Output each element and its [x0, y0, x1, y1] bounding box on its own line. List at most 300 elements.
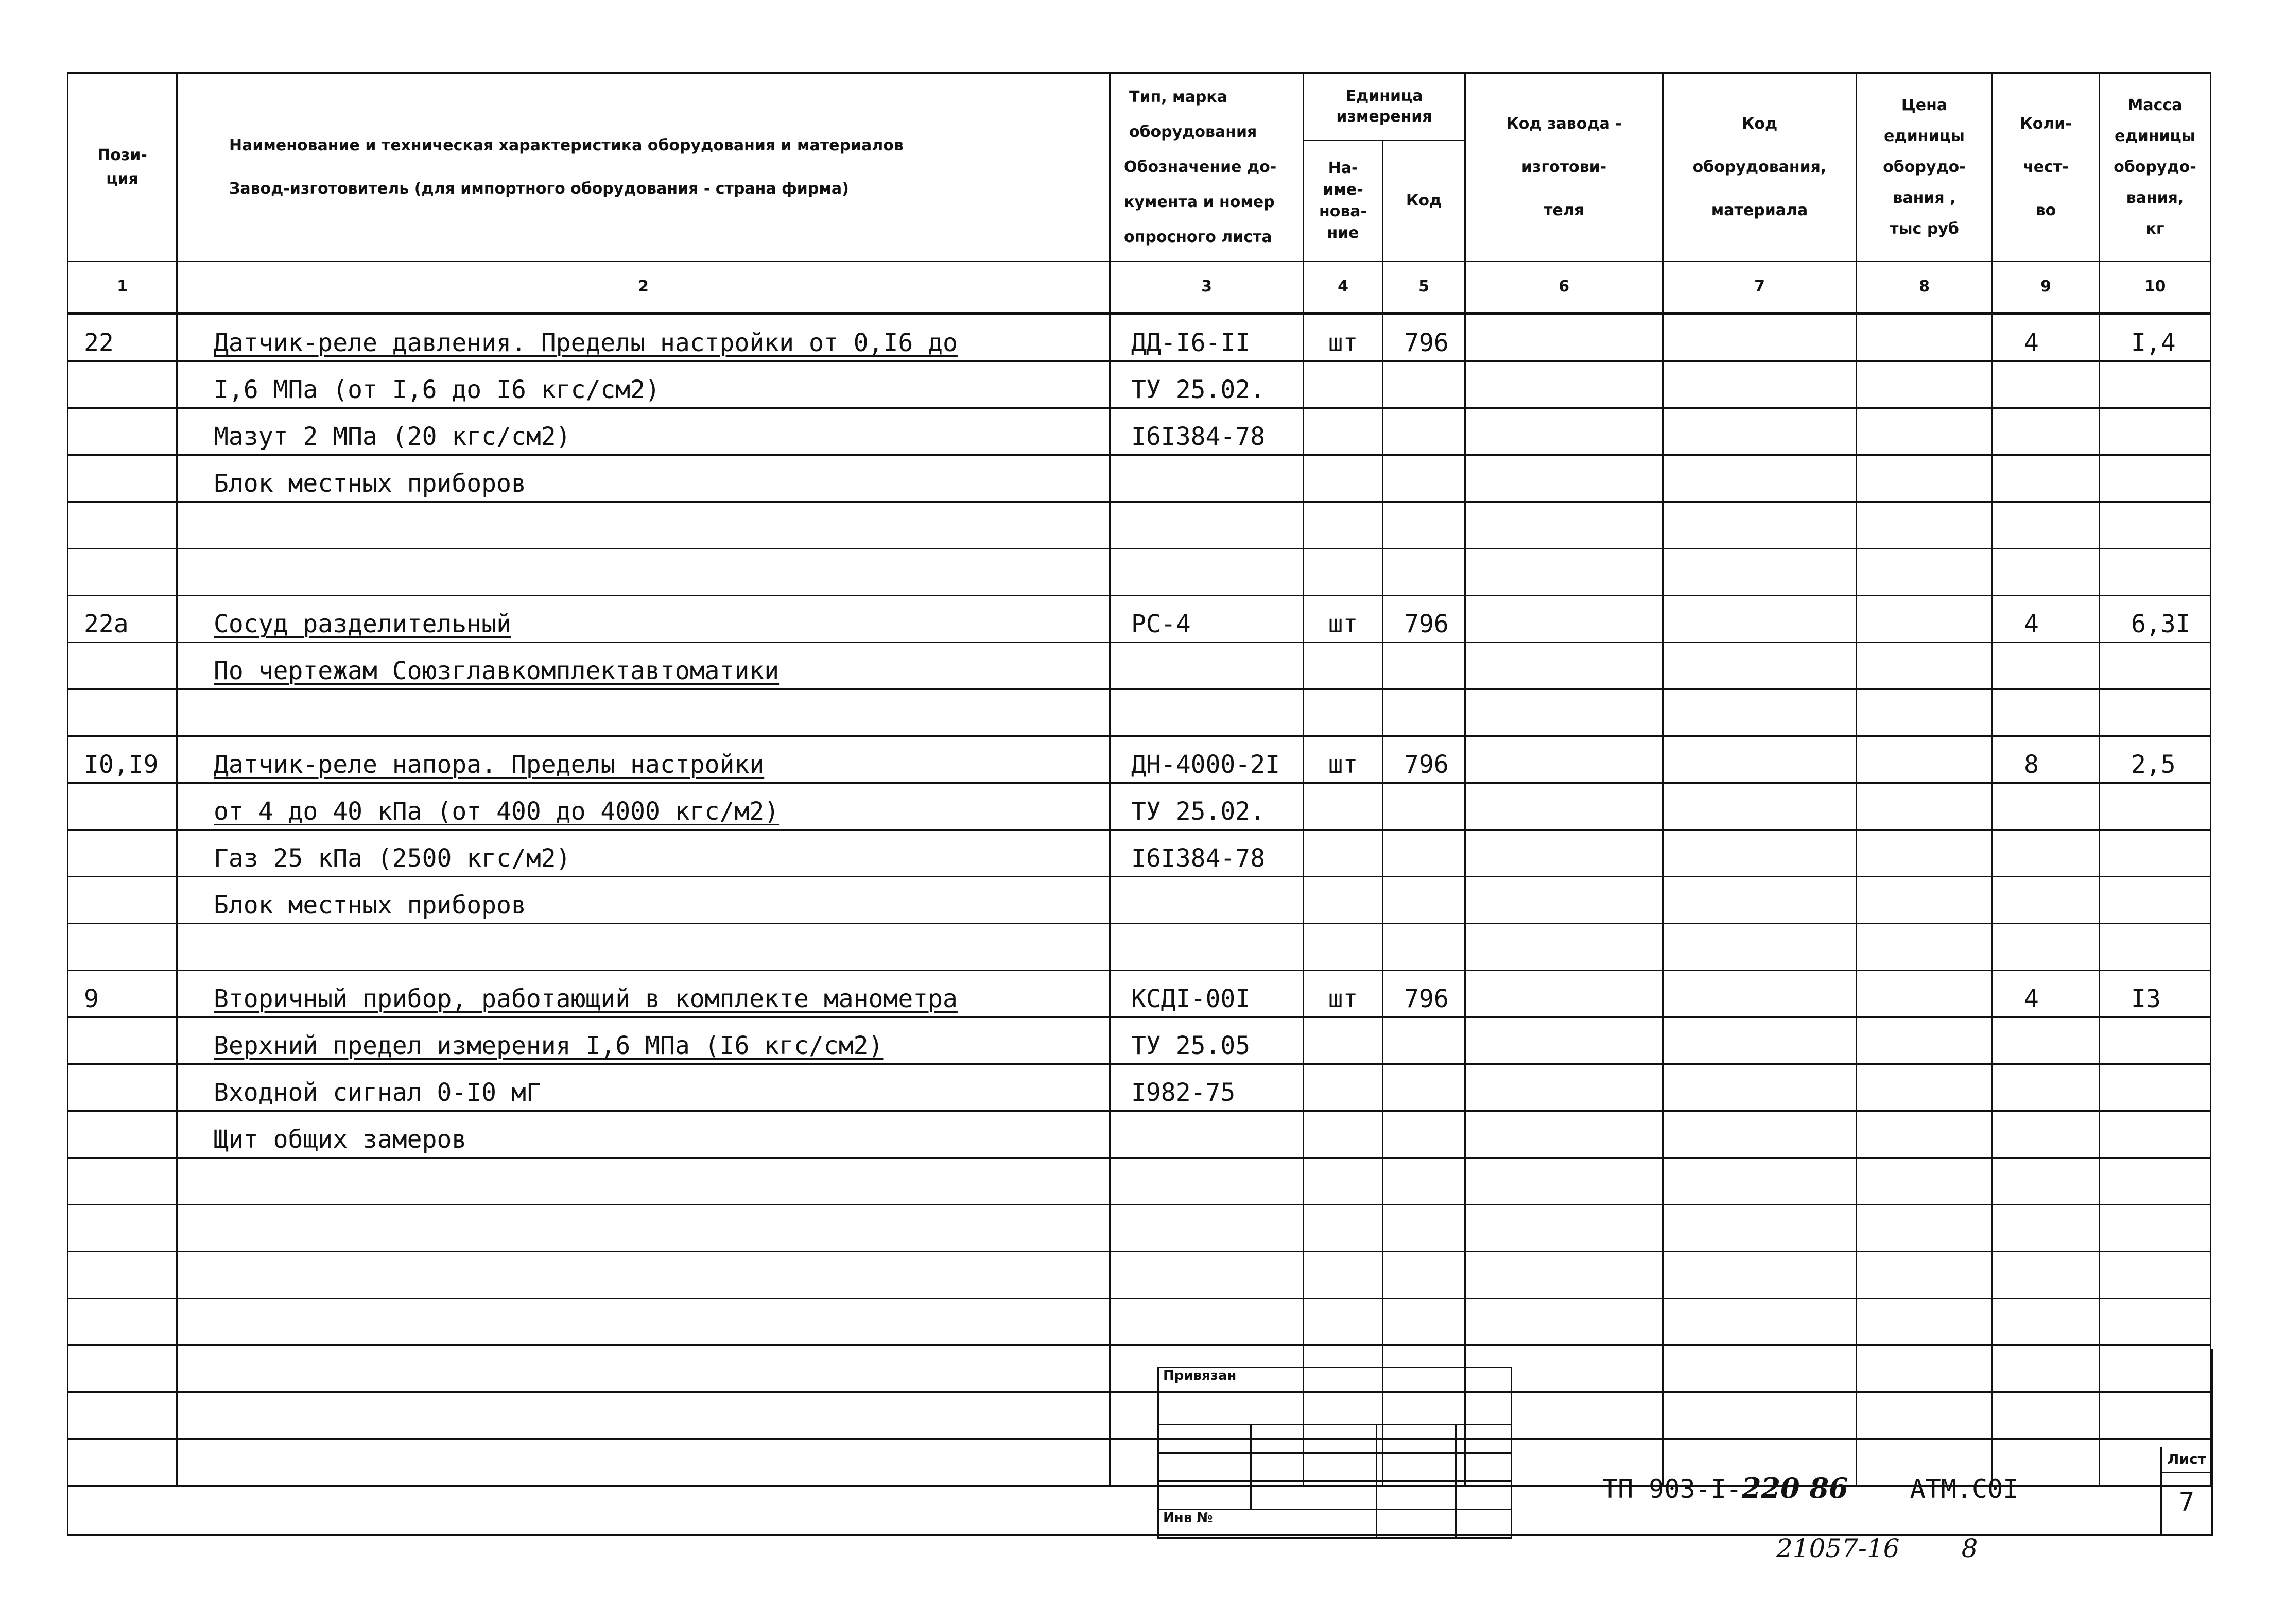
handwritten-page-number: 8 [1961, 1533, 1978, 1563]
row-position [68, 408, 177, 455]
row-type: ДН-4000-2I [1110, 736, 1304, 783]
row-unit-code: 796 [1383, 314, 1465, 361]
row-name: Блок местных приборов [177, 877, 1110, 924]
row-name [177, 1299, 1110, 1345]
sheet-number: 7 [2178, 1487, 2195, 1517]
row-equipment-code [1663, 1017, 1857, 1064]
row-name [177, 596, 1110, 643]
row-mass: 2,5 [2100, 736, 2211, 783]
stamp-cell [1158, 1481, 1251, 1510]
row-price [1857, 643, 1993, 689]
row-quantity [1993, 924, 2100, 971]
header-mass [2100, 73, 2211, 262]
row-unit [1304, 1252, 1383, 1299]
row-equipment-code [1663, 596, 1857, 643]
row-price [1857, 736, 1993, 783]
row-factory-code [1465, 1252, 1663, 1299]
row-name [177, 971, 1110, 1017]
row-name [177, 689, 1110, 736]
row-factory-code [1465, 1205, 1663, 1252]
row-type [1110, 549, 1304, 596]
row-unit: шт [1304, 596, 1383, 643]
row-factory-code [1465, 830, 1663, 877]
row-equipment-code [1663, 643, 1857, 689]
table-row [68, 643, 2211, 689]
row-factory-code [1465, 643, 1663, 689]
row-factory-code [1465, 502, 1663, 549]
row-price [1857, 1017, 1993, 1064]
row-mass [2100, 455, 2211, 502]
stamp-cell [1251, 1481, 1377, 1510]
row-price [1857, 455, 1993, 502]
column-number: 1 [68, 262, 177, 314]
header-equipment-code-line2: оборудования, [1692, 158, 1827, 176]
row-position [68, 689, 177, 736]
column-number: 10 [2100, 262, 2211, 314]
row-position [68, 549, 177, 596]
row-mass [2100, 924, 2211, 971]
row-name: Щит общих замеров [177, 1111, 1110, 1158]
row-unit-code [1383, 1111, 1465, 1158]
column-number: 8 [1857, 262, 1993, 314]
table-row [68, 408, 2211, 455]
row-type: I6I384-78 [1110, 830, 1304, 877]
stamp-cell [1377, 1453, 1456, 1481]
row-factory-code [1465, 783, 1663, 830]
row-mass [2100, 643, 2211, 689]
row-position [68, 1158, 177, 1205]
row-unit-code [1383, 549, 1465, 596]
row-position: I0,I9 [68, 736, 177, 783]
row-mass [2100, 408, 2211, 455]
row-unit-code [1383, 455, 1465, 502]
row-price [1857, 783, 1993, 830]
row-equipment-code [1663, 455, 1857, 502]
row-unit [1304, 502, 1383, 549]
header-price-line4: вания , [1893, 188, 1956, 207]
row-unit [1304, 1111, 1383, 1158]
row-price [1857, 877, 1993, 924]
row-position: 9 [68, 971, 177, 1017]
row-position [68, 1205, 177, 1252]
row-name-text: Сосуд разделительный [214, 610, 511, 638]
row-quantity [1993, 1205, 2100, 1252]
row-factory-code [1465, 596, 1663, 643]
column-number: 3 [1110, 262, 1304, 314]
table-row [68, 502, 2211, 549]
row-unit [1304, 408, 1383, 455]
row-type [1110, 1111, 1304, 1158]
stamp-cell [1251, 1453, 1377, 1481]
row-name: Блок местных приборов [177, 455, 1110, 502]
row-position [68, 502, 177, 549]
row-factory-code [1465, 1111, 1663, 1158]
row-unit [1304, 1158, 1383, 1205]
row-position [68, 830, 177, 877]
table-row [68, 1205, 2211, 1252]
row-equipment-code [1663, 830, 1857, 877]
row-mass [2100, 1064, 2211, 1111]
row-price [1857, 1064, 1993, 1111]
row-mass [2100, 1252, 2211, 1299]
stamp-cell [1377, 1510, 1456, 1538]
header-type-line3: Обозначение до- [1124, 158, 1277, 176]
row-type: РС-4 [1110, 596, 1304, 643]
stamp-attached-label: Привязан [1158, 1368, 1512, 1425]
row-unit: шт [1304, 971, 1383, 1017]
row-unit-code [1383, 830, 1465, 877]
row-mass [2100, 1205, 2211, 1252]
row-unit [1304, 361, 1383, 408]
row-unit [1304, 1064, 1383, 1111]
header-factory-code-line3: теля [1544, 201, 1584, 219]
row-quantity: 4 [1993, 971, 2100, 1017]
row-type [1110, 1252, 1304, 1299]
row-mass [2100, 830, 2211, 877]
row-name-text: от 4 до 40 кПа (от 400 до 4000 кгс/м2) [214, 797, 780, 826]
row-name [177, 1017, 1110, 1064]
row-type: ДД-I6-II [1110, 314, 1304, 361]
row-price [1857, 314, 1993, 361]
row-quantity [1993, 502, 2100, 549]
document-code-prefix: ТП 903-I- [1602, 1474, 1742, 1504]
row-quantity [1993, 1017, 2100, 1064]
row-name [177, 1252, 1110, 1299]
row-equipment-code [1663, 736, 1857, 783]
header-quantity-line1: Коли- [2020, 114, 2072, 133]
table-row [68, 596, 2211, 643]
row-quantity [1993, 689, 2100, 736]
row-factory-code [1465, 1158, 1663, 1205]
row-price [1857, 502, 1993, 549]
table-row [68, 1299, 2211, 1345]
row-position [68, 877, 177, 924]
row-name [177, 783, 1110, 830]
row-unit-code: 796 [1383, 736, 1465, 783]
row-unit-code [1383, 643, 1465, 689]
row-price [1857, 689, 1993, 736]
row-price [1857, 361, 1993, 408]
header-factory-code-line2: изготови- [1521, 158, 1607, 176]
table-row [68, 455, 2211, 502]
row-quantity [1993, 1111, 2100, 1158]
table-row [68, 1064, 2211, 1111]
table-row [68, 1158, 2211, 1205]
stamp-cell [1158, 1425, 1251, 1453]
table-row [68, 361, 2211, 408]
row-quantity [1993, 643, 2100, 689]
row-unit-code [1383, 1064, 1465, 1111]
header-mass-line4: вания, [2126, 188, 2184, 207]
row-position [68, 1299, 177, 1345]
header-price-line5: тыс руб [1890, 219, 1959, 238]
row-mass [2100, 1299, 2211, 1345]
stamp-cell [1456, 1425, 1512, 1453]
row-position [68, 361, 177, 408]
row-quantity [1993, 1252, 2100, 1299]
row-mass [2100, 549, 2211, 596]
row-equipment-code [1663, 549, 1857, 596]
row-unit-code [1383, 1252, 1465, 1299]
row-type [1110, 643, 1304, 689]
row-quantity [1993, 408, 2100, 455]
row-type: ТУ 25.02. [1110, 361, 1304, 408]
header-type [1110, 73, 1304, 262]
header-type-line1: Тип, марка [1129, 88, 1227, 106]
table-row [68, 783, 2211, 830]
header-unit-group: Единица измерения [1304, 73, 1465, 141]
header-factory-code-line1: Код завода - [1506, 114, 1622, 133]
row-unit: шт [1304, 736, 1383, 783]
row-type: ТУ 25.02. [1110, 783, 1304, 830]
row-type [1110, 1158, 1304, 1205]
row-type: I982-75 [1110, 1064, 1304, 1111]
row-type [1110, 455, 1304, 502]
row-position [68, 1111, 177, 1158]
row-unit [1304, 830, 1383, 877]
row-factory-code [1465, 689, 1663, 736]
row-unit-code [1383, 361, 1465, 408]
row-name [177, 1205, 1110, 1252]
header-mass-line5: кг [2145, 219, 2164, 238]
row-mass [2100, 502, 2211, 549]
row-price [1857, 1252, 1993, 1299]
row-unit [1304, 455, 1383, 502]
row-name-text: Датчик-реле напора. Пределы настройки [214, 750, 765, 779]
row-unit [1304, 1205, 1383, 1252]
row-mass [2100, 1017, 2211, 1064]
handwritten-note [1776, 1533, 1978, 1563]
header-unit-name: На- име- нова- ние [1304, 141, 1383, 262]
header-equipment-code-line1: Код [1741, 114, 1778, 133]
row-name [177, 549, 1110, 596]
row-equipment-code [1663, 689, 1857, 736]
header-quantity-line3: во [2035, 201, 2056, 219]
row-quantity [1993, 455, 2100, 502]
sheet-number-box [2160, 1447, 2211, 1534]
row-name [177, 924, 1110, 971]
header-name-line2: Завод-изготовитель (для импортного оборудования - страна фирма) [229, 179, 849, 198]
row-equipment-code [1663, 361, 1857, 408]
row-quantity: 4 [1993, 596, 2100, 643]
row-quantity: 8 [1993, 736, 2100, 783]
row-name-text: Датчик-реле давления. Пределы настройки от 0,I6 до [214, 329, 958, 357]
row-type [1110, 1205, 1304, 1252]
table-row [68, 830, 2211, 877]
table-row [68, 549, 2211, 596]
row-equipment-code [1663, 502, 1857, 549]
table-row [68, 1111, 2211, 1158]
header-equipment-code-line3: материала [1711, 201, 1808, 219]
row-factory-code [1465, 877, 1663, 924]
row-factory-code [1465, 408, 1663, 455]
document-sheet-code: АТМ.С0I [1910, 1474, 2019, 1504]
row-quantity [1993, 1299, 2100, 1345]
row-price [1857, 1205, 1993, 1252]
table-row [68, 924, 2211, 971]
table-row [68, 877, 2211, 924]
row-unit [1304, 1017, 1383, 1064]
row-unit [1304, 689, 1383, 736]
row-position [68, 924, 177, 971]
table-row [68, 1252, 2211, 1299]
row-name: Мазут 2 МПа (20 кгс/см2) [177, 408, 1110, 455]
row-mass [2100, 1158, 2211, 1205]
row-price [1857, 1158, 1993, 1205]
row-unit-code: 796 [1383, 971, 1465, 1017]
row-equipment-code [1663, 408, 1857, 455]
row-unit-code [1383, 1299, 1465, 1345]
row-unit: шт [1304, 314, 1383, 361]
stamp-cell [1158, 1453, 1251, 1481]
stamp-cell [1251, 1425, 1377, 1453]
header-type-line4: кумента и номер [1124, 193, 1275, 211]
header-mass-line2: единицы [2115, 127, 2195, 145]
row-price [1857, 830, 1993, 877]
row-price [1857, 1111, 1993, 1158]
row-factory-code [1465, 549, 1663, 596]
row-position: 22 [68, 314, 177, 361]
row-mass: 6,3I [2100, 596, 2211, 643]
bottom-frame [67, 1349, 2213, 1536]
header-type-line5: опросного листа [1124, 228, 1272, 246]
column-number: 7 [1663, 262, 1857, 314]
sheet-label: Лист [2162, 1447, 2211, 1473]
row-name [177, 502, 1110, 549]
approval-stamp [1157, 1367, 1512, 1539]
header-unit-code: Код [1383, 141, 1465, 262]
handwritten-archive-number: 21057-16 [1776, 1533, 1900, 1563]
row-price [1857, 596, 1993, 643]
stamp-inventory-label: Инв № [1158, 1510, 1377, 1538]
row-quantity [1993, 1158, 2100, 1205]
specification-table [67, 72, 2211, 1487]
row-unit-code [1383, 1205, 1465, 1252]
column-number: 2 [177, 262, 1110, 314]
row-position [68, 455, 177, 502]
row-type: КСДI-00I [1110, 971, 1304, 1017]
row-unit [1304, 549, 1383, 596]
row-price [1857, 1299, 1993, 1345]
row-factory-code [1465, 455, 1663, 502]
row-unit-code: 796 [1383, 596, 1465, 643]
row-equipment-code [1663, 1205, 1857, 1252]
row-type [1110, 502, 1304, 549]
row-equipment-code [1663, 1158, 1857, 1205]
row-factory-code [1465, 1017, 1663, 1064]
document-code [1602, 1472, 2018, 1505]
row-name [177, 736, 1110, 783]
row-type [1110, 924, 1304, 971]
row-price [1857, 971, 1993, 1017]
row-equipment-code [1663, 1064, 1857, 1111]
row-price [1857, 408, 1993, 455]
table-row [68, 314, 2211, 361]
row-price [1857, 549, 1993, 596]
row-mass [2100, 689, 2211, 736]
row-unit-code [1383, 1158, 1465, 1205]
header-price-line2: единицы [1884, 127, 1965, 145]
row-quantity: 4 [1993, 314, 2100, 361]
column-number: 6 [1465, 262, 1663, 314]
table-row [68, 736, 2211, 783]
row-unit-code [1383, 502, 1465, 549]
row-unit-code [1383, 783, 1465, 830]
header-equipment-code [1663, 73, 1857, 262]
row-factory-code [1465, 314, 1663, 361]
row-quantity [1993, 783, 2100, 830]
header-mass-line3: оборудо- [2114, 158, 2196, 176]
stamp-cell [1377, 1425, 1456, 1453]
row-factory-code [1465, 1299, 1663, 1345]
column-number: 9 [1993, 262, 2100, 314]
stamp-cell [1456, 1510, 1512, 1538]
row-type [1110, 877, 1304, 924]
row-unit [1304, 783, 1383, 830]
stamp-cell [1377, 1481, 1456, 1510]
row-quantity [1993, 830, 2100, 877]
row-equipment-code [1663, 1111, 1857, 1158]
row-name [177, 314, 1110, 361]
row-mass [2100, 361, 2211, 408]
header-type-line2: оборудования [1129, 123, 1257, 141]
row-equipment-code [1663, 1299, 1857, 1345]
row-name [177, 1158, 1110, 1205]
column-number-row [68, 262, 2211, 314]
header-factory-code [1465, 73, 1663, 262]
row-quantity [1993, 549, 2100, 596]
row-position: 22а [68, 596, 177, 643]
row-equipment-code [1663, 1252, 1857, 1299]
document-code-handwritten: 220 86 [1741, 1472, 1848, 1505]
row-unit-code [1383, 689, 1465, 736]
table-row [68, 971, 2211, 1017]
row-quantity [1993, 361, 2100, 408]
row-name [177, 643, 1110, 689]
row-name-text: Верхний предел измерения I,6 МПа (I6 кгс/см2) [214, 1031, 884, 1060]
header-name-line1: Наименование и техническая характеристика оборудования и материалов [229, 136, 904, 154]
table-row [68, 689, 2211, 736]
header-position: Пози- ция [68, 73, 177, 262]
row-unit-code [1383, 877, 1465, 924]
row-mass: I,4 [2100, 314, 2211, 361]
row-equipment-code [1663, 924, 1857, 971]
row-name: Газ 25 кПа (2500 кгс/м2) [177, 830, 1110, 877]
row-equipment-code [1663, 314, 1857, 361]
row-mass [2100, 783, 2211, 830]
row-mass: I3 [2100, 971, 2211, 1017]
row-position [68, 783, 177, 830]
header-price [1857, 73, 1993, 262]
row-name: Входной сигнал 0-I0 мГ [177, 1064, 1110, 1111]
row-mass [2100, 877, 2211, 924]
row-position [68, 1064, 177, 1111]
row-unit-code [1383, 1017, 1465, 1064]
row-unit [1304, 877, 1383, 924]
row-position [68, 1252, 177, 1299]
row-unit [1304, 1299, 1383, 1345]
specification-body [68, 314, 2211, 1486]
header-name [177, 73, 1110, 262]
row-equipment-code [1663, 971, 1857, 1017]
row-position [68, 1017, 177, 1064]
row-type: I6I384-78 [1110, 408, 1304, 455]
row-name-text: По чертежам Союзглавкомплектавтоматики [214, 656, 780, 685]
row-factory-code [1465, 924, 1663, 971]
header-price-line3: оборудо- [1883, 158, 1966, 176]
column-number: 5 [1383, 262, 1465, 314]
row-quantity [1993, 1064, 2100, 1111]
